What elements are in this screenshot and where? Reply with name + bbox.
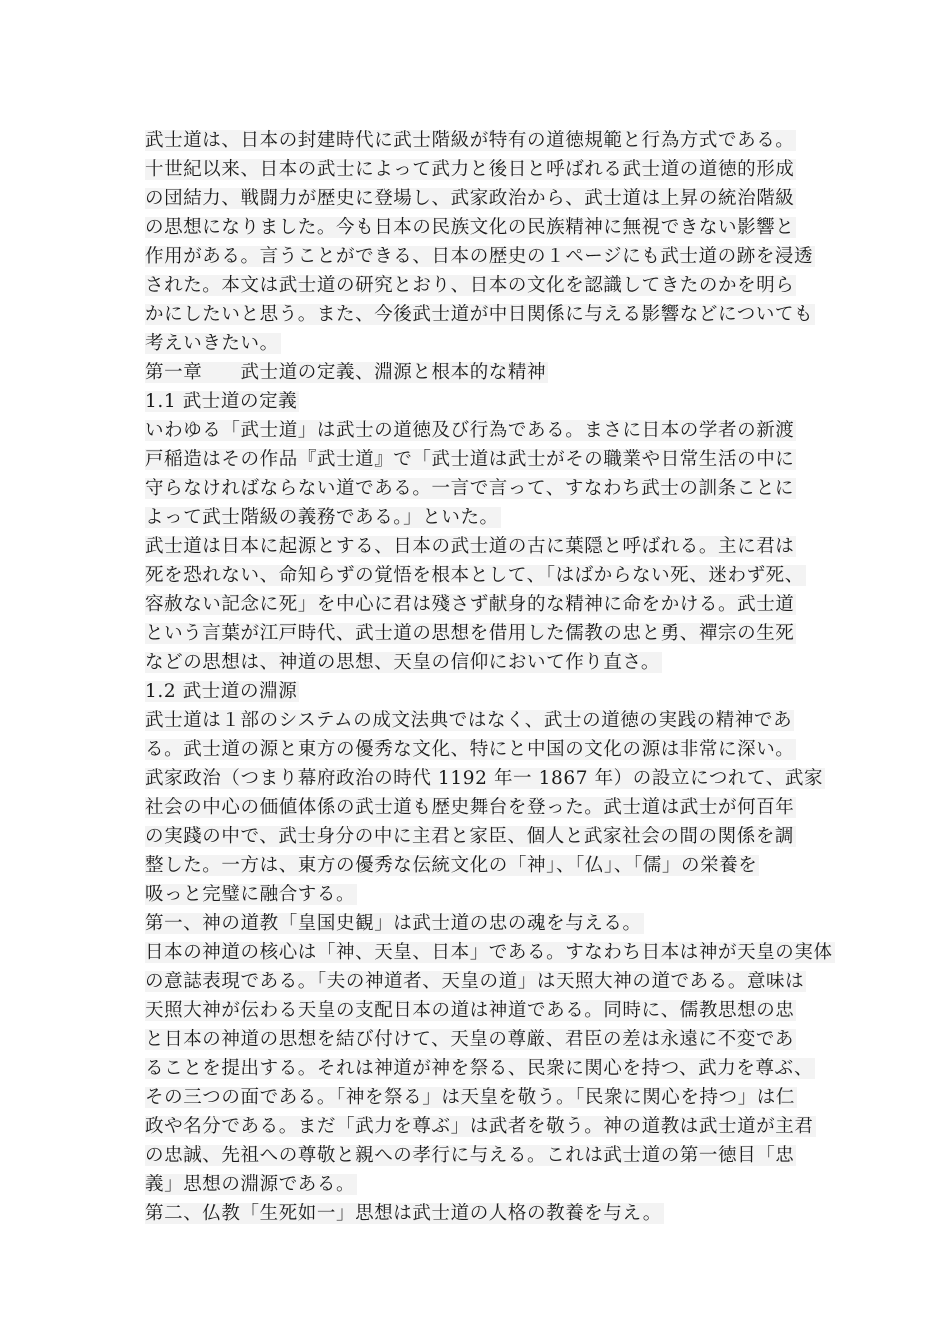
text-line: いわゆる「武士道」は武士の道徳及び行為である。まさに日本の学者の新渡 (145, 420, 795, 441)
text-line: 戸稲造はその作品『武士道』で「武士道は武士がその職業や日常生活の中に (145, 449, 795, 470)
text-line: その三つの面である。「神を祭る」は天皇を敬う。「民衆に関心を持つ」は仁 (145, 1087, 796, 1108)
text-line: る。武士道の源と東方の優秀な文化、特にと中国の文化の源は非常に深い。 (145, 739, 795, 760)
text-line: 死を恐れない、命知らずの覚悟を根本として、「はばからない死、迷わず死、 (145, 565, 804, 586)
text-line: 義」思想の淵源である。 (145, 1174, 356, 1195)
text-line: の思想になりました。今も日本の民族文化の民族精神に無視できない影響と (145, 217, 795, 238)
text-line: の意誌表現である。「夫の神道者、天皇の道」は天照大神の道である。意味は (145, 971, 805, 992)
text-line: の実踐の中で、武士身分の中に主君と家臣、個人と武家社会の間の関係を調 (145, 826, 795, 847)
text-line: 政や名分である。まだ「武力を尊ぶ」は武者を敬う。神の道教は武士道が主君 (145, 1116, 814, 1137)
text-line: 整した。一方は、東方の優秀な伝統文化の「神」、「仏」、「儒」の栄養を (145, 855, 758, 876)
text-line: 考えいきたい。 (145, 333, 279, 354)
section-heading: 1.2 武士道の淵源 (145, 681, 298, 702)
text-line: の団結力、戦闘力が歴史に登場し、武家政治から、武士道は上昇の統治階級 (145, 188, 795, 209)
section-heading: 1.1 武士道の定義 (145, 391, 298, 412)
text-line: 日本の神道の核心は「神、天皇、日本」である。すなわち日本は神が天皇の実体 (145, 942, 833, 963)
text-line: された。本文は武士道の研究とおり、日本の文化を認識してきたのかを明ら (145, 275, 795, 296)
text-line: 武士道は日本に起源とする、日本の武士道の古に葉隠と呼ばれる。主に君は (145, 536, 795, 557)
text-line: よって武士階級の義務である。」といた。 (145, 507, 499, 528)
text-line: という言葉が江戸時代、武士道の思想を借用した儒教の忠と勇、禪宗の生死 (145, 623, 795, 644)
text-line: 容赦ない記念に死」を中心に君は殘さず献身的な精神に命をかける。武士道 (145, 594, 795, 615)
text-line: ることを提出する。それは神道が神を祭る、民衆に関心を持つ、武力を尊ぶ、 (145, 1058, 814, 1079)
text-line: と日本の神道の思想を結び付けて、天皇の尊厳、君臣の差は永遠に不変であ (145, 1029, 795, 1050)
text-line: などの思想は、神道の思想、天皇の信仰において作り直さ。 (145, 652, 660, 673)
text-line: 第一、神の道教「皇国史観」は武士道の忠の魂を与える。 (145, 913, 642, 934)
text-line: 武士道は、日本の封建時代に武士階級が特有の道徳規範と行為方式である。 (145, 130, 795, 151)
text-line: 守らなければならない道である。一言で言って、すなわち武士の訓条ことに (145, 478, 795, 499)
chapter-heading: 第一章 武士道の定義、淵源と根本的な精神 (145, 362, 547, 383)
document-page (145, 126, 833, 1228)
text-line: 武家政治（つまり幕府政治の時代 1192 年一 1867 年）の設立につれて、武家 (145, 768, 824, 789)
text-line: かにしたいと思う。また、今後武士道が中日関係に与える影響などについても (145, 304, 814, 325)
text-line: 作用がある。言うことができる、日本の歴史の１ページにも武士道の跡を浸透 (145, 246, 814, 267)
text-line: 十世紀以来、日本の武士によって武力と後日と呼ばれる武士道の道徳的形成 (145, 159, 795, 180)
text-line: 社会の中心の価値体係の武士道も歴史舞台を登った。武士道は武士が何百年 (145, 797, 795, 818)
text-line: 第二、仏教「生死如一」思想は武士道の人格の教養を与え。 (145, 1203, 662, 1224)
text-line: 吸っと完璧に融合する。 (145, 884, 356, 905)
text-line: 天照大神が伝わる天皇の支配日本の道は神道である。同時に、儒教思想の忠 (145, 1000, 795, 1021)
text-line: 武士道は１部のシステムの成文法典ではなく、武士の道徳の実践の精神であ (145, 710, 793, 731)
text-line: の忠誠、先祖への尊敬と親への孝行に与える。これは武士道の第一徳目「忠 (145, 1145, 795, 1166)
